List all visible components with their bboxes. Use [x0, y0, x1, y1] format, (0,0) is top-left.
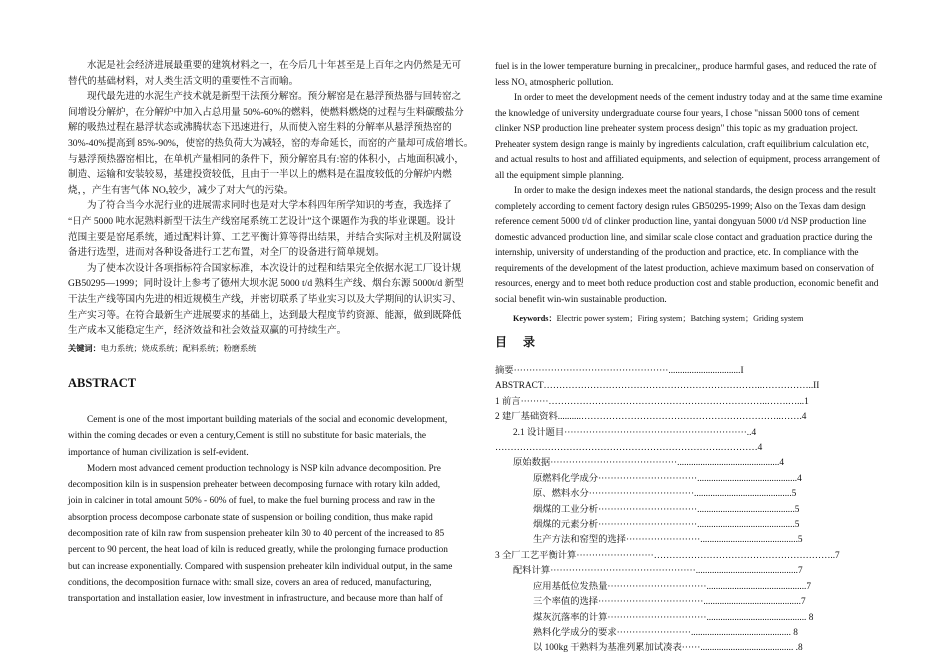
- text-line: 解的吸热过程在悬浮状态或沸腾状态下迅速进行，从而使入窑生料的分解率从悬浮预热窑的: [68, 122, 452, 134]
- chinese-keywords-label: 关键词：: [68, 344, 101, 353]
- text-line: resources, energy and to meet both reduce production cost and stable production, economic benefit and: [495, 279, 879, 289]
- text-line: conditions, the decomposition furnace with: small size, covers an area of reduced, manufacturing,: [68, 577, 432, 588]
- toc-entry[interactable]: ABSTRACT……………………………………………………………..……………..II: [495, 381, 820, 392]
- toc-entry[interactable]: 摘要··················································...............................I: [495, 366, 744, 376]
- text-line: 30%-40%提高到 85%-90%，使窑的热负荷大为减轻，窑的寿命延长，而窑的产量却可成倍增长。: [68, 137, 474, 149]
- toc-heading: 目 录: [495, 335, 538, 349]
- toc-entry[interactable]: 以 100kg 干熟料为基准列累加试凑表······........................................ .8: [533, 643, 803, 654]
- toc-entry[interactable]: 配料计算···············································............................................7: [513, 566, 803, 577]
- text-line: 与悬浮预热器窑相比，在单机产量相同的条件下，预分解窑具有:窑的体积小，占地面积减小，: [68, 153, 465, 165]
- toc-entry[interactable]: 原始数据·········································............................................4: [513, 458, 785, 469]
- text-line: internship, university of understanding of the production and practice, etc. In compliance with the: [495, 248, 859, 258]
- toc-entry[interactable]: 煤灰沉落率的计算································........................................... 8: [533, 612, 814, 623]
- text-line: 烧，，产生有害气体 NOₓ较少，减少了对大气的污染。: [68, 184, 294, 196]
- toc-entry[interactable]: 生产方法和窑型的选择························..........................................5: [533, 535, 803, 546]
- text-line: 替代的基础材料，对人类生活文明的重要性不言而喻。: [68, 75, 299, 87]
- text-line: social benefit win-win sustainable production.: [495, 294, 667, 305]
- text-line: absorption process decompose carbonate state of suspension or boiling condition, thus make rapid: [68, 512, 433, 523]
- text-line: “日产 5000 吨水泥熟料新型干法生产线窑尾系统工艺设计”这个课题作为我的毕业课题。设计: [68, 215, 456, 227]
- chinese-keywords: [68, 342, 256, 356]
- english-abstract-left: [68, 412, 468, 608]
- text-line: Preheater system design range is mainly by ingredients calculation, craft equilibrium calculation etc,: [495, 139, 869, 150]
- text-line: domestic advanced production line, and similar scale close contact and graduation practice during the: [495, 232, 873, 243]
- text-line: join in calciner in total amount 50% - 60% of fuel, to make the fuel burning process and raw in the: [68, 496, 435, 507]
- toc-entry[interactable]: 3 全厂工艺平衡计算·························…………………………………………………..7: [495, 550, 840, 561]
- text-line: decomposition kiln is in suspension preheater between decomposing furnace with rotary kiln added,: [68, 480, 441, 491]
- toc-entry[interactable]: 1 前言·········……………………………………………………………..…….…...1: [495, 396, 809, 407]
- toc-entry[interactable]: 2 建厂基础资料..........………………………………………………………..…….4: [495, 412, 807, 423]
- text-line: 生产实习等。在符合最新生产进展要求的基础上，达到最大程度节约资源、能源，做到既降低: [68, 309, 462, 321]
- text-line: In order to make the design indexes meet the national standards, the design process and the result: [514, 186, 876, 196]
- english-abstract-right: [495, 60, 895, 308]
- text-line: reference cement 5000 t/d of clinker production line, yantai dongyuan 5000 t/d NSP production line: [495, 217, 867, 227]
- text-line: 水泥是社会经济进展最重要的建筑材料之一，在今后几十年甚至是上百年之内仍然是无可: [87, 60, 462, 71]
- toc-entry[interactable]: ……………………………………………………………….…………4: [495, 443, 763, 454]
- text-line: and actual results to host and affiliated equipments, and selection of equipment, process arrangement of: [495, 155, 881, 165]
- toc-entry[interactable]: 烟煤的工业分析································..........................................5: [533, 504, 800, 515]
- text-line: transportation and installation easier, low investment in infrastructure, and because more than half of: [68, 594, 443, 605]
- english-keywords: [513, 312, 803, 326]
- toc-entry[interactable]: 应用基低位发热量································...........................................7: [533, 581, 812, 592]
- table-of-contents: [495, 364, 840, 657]
- text-line: all the equipment simple planning.: [495, 170, 624, 181]
- text-line: 生产成本又能稳定生产，经济效益和社会效益双赢的可持续生产。: [68, 325, 347, 337]
- text-line: completely according to cement factory design rules GB50295-1999; Also on the Texas dam design: [495, 201, 866, 212]
- toc-entry[interactable]: 烟煤的元素分析································..........................................5: [533, 520, 800, 531]
- abstract-heading: ABSTRACT: [68, 376, 137, 390]
- text-line: fuel is in the lower temperature burning in precalciner,, produce harmful gases, and reduced the rate of: [495, 62, 877, 72]
- text-line: 为了符合当今水泥行业的进展需求同时也是对大学本科四年所学知识的考查，我选择了: [87, 200, 452, 212]
- text-line: percent to 90 percent, the heat load of kiln is reduced greatly, while the prolonging furnace production: [68, 545, 448, 556]
- text-line: clinker NSP production line preheater system process design" this topic as my graduation project.: [495, 124, 858, 134]
- text-line: Cement is one of the most important building materials of the social and economic development,: [87, 415, 448, 425]
- text-line: less NOₓ atmospheric pollution.: [495, 77, 614, 88]
- text-line: 范围主要是窑尾系统，通过配料计算、工艺平衡计算等得出结果，并结合实际对主机及附属设: [68, 231, 462, 243]
- chinese-keywords-text: 电力系统；烧成系统；配料系统；粉磨系统: [100, 344, 257, 353]
- text-line: 现代最先进的水泥生产技术就是新型干法预分解窑。预分解窑是在悬浮预热器与回转窑之: [87, 91, 462, 103]
- text-line: requirements of the development of the latest production, achieve maximum based on conservation of: [495, 263, 874, 274]
- toc-entry[interactable]: 原、燃料水分··································..........................................5: [533, 489, 797, 500]
- english-keywords-label: Keywords：: [513, 314, 557, 323]
- text-line: decomposition rate of kiln raw from suspension preheater kiln 30 to 40 percent of the increased to 85: [68, 529, 445, 540]
- text-line: the knowledge of university undergraduate course four years, I chose "nissan 5000 tons of cement: [495, 108, 860, 119]
- text-line: Modern most advanced cement production technology is NSP kiln advance decomposition. Pre: [87, 463, 441, 474]
- toc-entry[interactable]: 熟料化学成分的要求························........................................... 8: [533, 627, 798, 638]
- text-line: 间增设分解炉，在分解炉中加入占总用量 50%-60%的燃料，使燃料燃烧的过程与生料碳酸盐分: [68, 106, 464, 118]
- chinese-abstract: [68, 58, 474, 339]
- text-line: 为了使本次设计各项指标符合国家标准，本次设计的过程和结果完全依据水泥工厂设计规: [87, 262, 462, 274]
- toc-entry[interactable]: 原燃料化学成分································...........................................4: [533, 473, 802, 484]
- text-line: within the coming decades or even a century,Cement is still no substitute for basic materials, the: [68, 431, 427, 442]
- toc-entry[interactable]: 2.1 设计题目···························································..4: [513, 427, 757, 438]
- text-line: In order to meet the development needs of the cement industry today and at the same time examine: [514, 93, 883, 103]
- text-line: 制造、运输和安装较易，基建投资较低，且由于一半以上的燃料是在温度较低的分解炉内燃: [68, 169, 452, 181]
- text-line: 备进行选型，进而对各种设备进行工艺布置，对全厂的设备进行简单规划。: [68, 247, 385, 259]
- text-line: but can increase exponentially. Compared with suspension preheater kiln individual output, in the same: [68, 561, 453, 572]
- text-line: importance of human civilization is self-evident.: [68, 447, 249, 458]
- english-keywords-text: Electric power system；Firing system；Batching system；Griding system: [556, 314, 804, 323]
- text-line: 干法生产线等国内先进的相近规模生产线，并密切联系了毕业实习以及大学期间的认识实习、: [68, 293, 462, 305]
- toc-entry[interactable]: 三个率值的选择··································..........................................7: [533, 597, 806, 608]
- text-line: GB50295—1999；同时设计上参考了德州大坝水泥 5000 t/d 熟料生产线、烟台东源 5000t/d 新型: [68, 278, 464, 290]
